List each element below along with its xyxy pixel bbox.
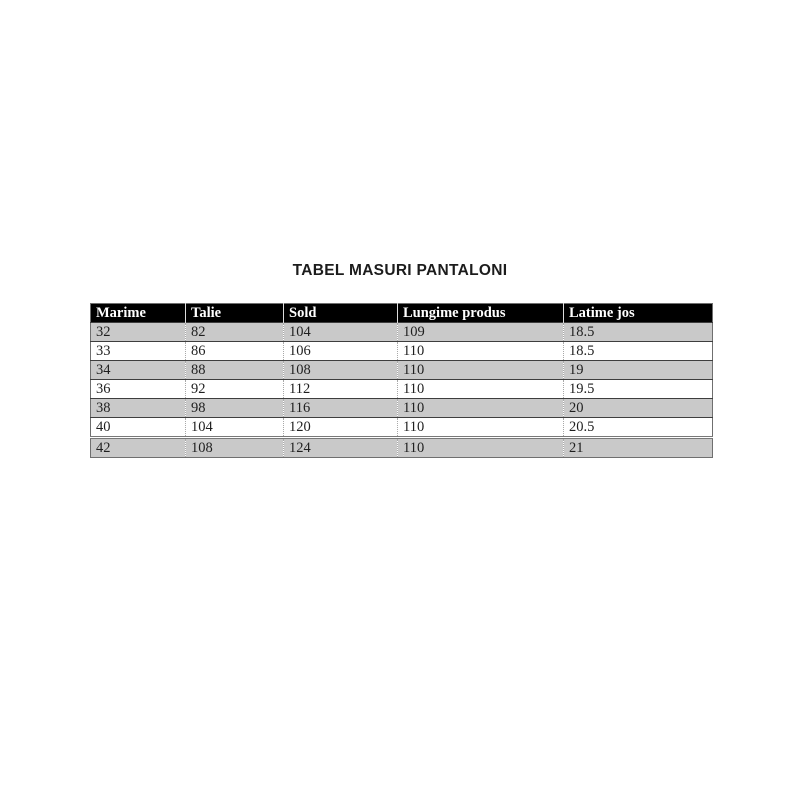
- table-cell: 18.5: [564, 342, 713, 361]
- table-cell: 108: [284, 361, 398, 380]
- table-cell: 110: [398, 380, 564, 399]
- table-cell: 36: [91, 380, 186, 399]
- table-cell: 19: [564, 361, 713, 380]
- page-title: TABEL MASURI PANTALONI: [292, 262, 508, 279]
- table-cell: 120: [284, 418, 398, 438]
- table-cell: 104: [284, 323, 398, 342]
- table-cell: 110: [398, 438, 564, 458]
- table-cell: 104: [186, 418, 284, 438]
- table-row: [91, 380, 713, 399]
- table-cell: 33: [91, 342, 186, 361]
- table-cell: 20.5: [564, 418, 713, 438]
- table-row: [91, 399, 713, 418]
- column-header: Talie: [186, 304, 284, 323]
- table-cell: 92: [186, 380, 284, 399]
- table-cell: 112: [284, 380, 398, 399]
- table-cell: 40: [91, 418, 186, 438]
- table-cell: 38: [91, 399, 186, 418]
- column-header: Latime jos: [564, 304, 713, 323]
- table-row: [91, 342, 713, 361]
- table-cell: 116: [284, 399, 398, 418]
- table-cell: 20: [564, 399, 713, 418]
- table-cell: 110: [398, 361, 564, 380]
- column-header: Sold: [284, 304, 398, 323]
- column-header: Lungime produs: [398, 304, 564, 323]
- table-row: [91, 323, 713, 342]
- table-cell: 98: [186, 399, 284, 418]
- table-row: [91, 418, 713, 438]
- table-cell: 86: [186, 342, 284, 361]
- table-cell: 82: [186, 323, 284, 342]
- table-header-row: [91, 304, 713, 323]
- table-cell: 88: [186, 361, 284, 380]
- table-cell: 124: [284, 438, 398, 458]
- table-cell: 18.5: [564, 323, 713, 342]
- table-cell: 32: [91, 323, 186, 342]
- table-cell: 109: [398, 323, 564, 342]
- table-cell: 21: [564, 438, 713, 458]
- table-row: [91, 438, 713, 458]
- column-header: Marime: [91, 304, 186, 323]
- table-cell: 110: [398, 342, 564, 361]
- table-cell: 42: [91, 438, 186, 458]
- table-cell: 106: [284, 342, 398, 361]
- size-table: [90, 303, 713, 458]
- table-cell: 108: [186, 438, 284, 458]
- table-cell: 110: [398, 399, 564, 418]
- table-cell: 19.5: [564, 380, 713, 399]
- table-body: [91, 323, 713, 458]
- table-cell: 110: [398, 418, 564, 438]
- table-cell: 34: [91, 361, 186, 380]
- table-row: [91, 361, 713, 380]
